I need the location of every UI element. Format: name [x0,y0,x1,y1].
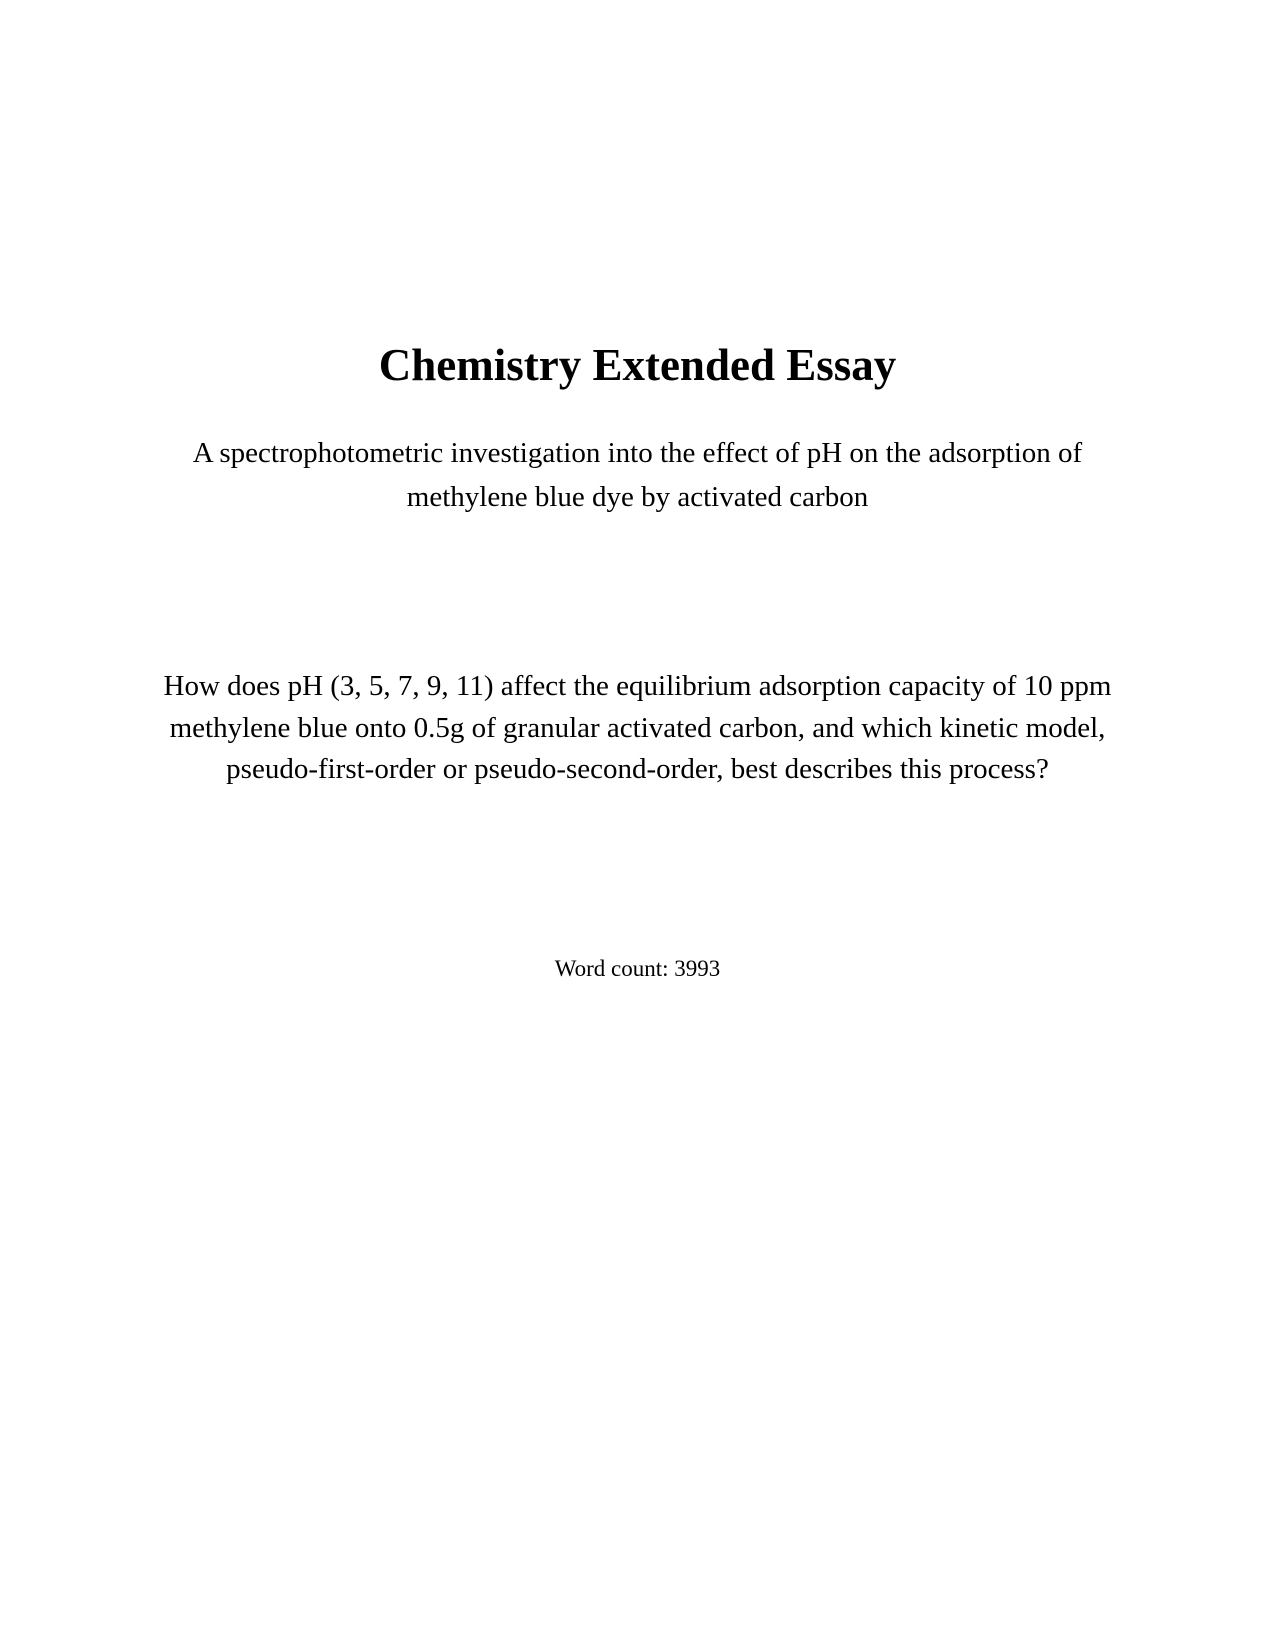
word-count: Word count: 3993 [554,956,721,981]
subtitle-line: methylene blue dye by activated carbon [406,481,869,513]
research-question [0,666,1275,791]
research-question-line: How does pH (3, 5, 7, 9, 11) affect the equilibrium adsorption capacity of 10 ppm [163,670,1112,702]
research-question-line: pseudo-first-order or pseudo-second-order, best describes this process? [226,753,1049,785]
research-question-line: methylene blue onto 0.5g of granular activated carbon, and which kinetic model, [169,711,1106,744]
subtitle-line: A spectrophotometric investigation into the effect of pH on the adsorption of [192,437,1083,469]
essay-title: Chemistry Extended Essay [378,340,897,390]
essay-subtitle [0,431,1275,519]
